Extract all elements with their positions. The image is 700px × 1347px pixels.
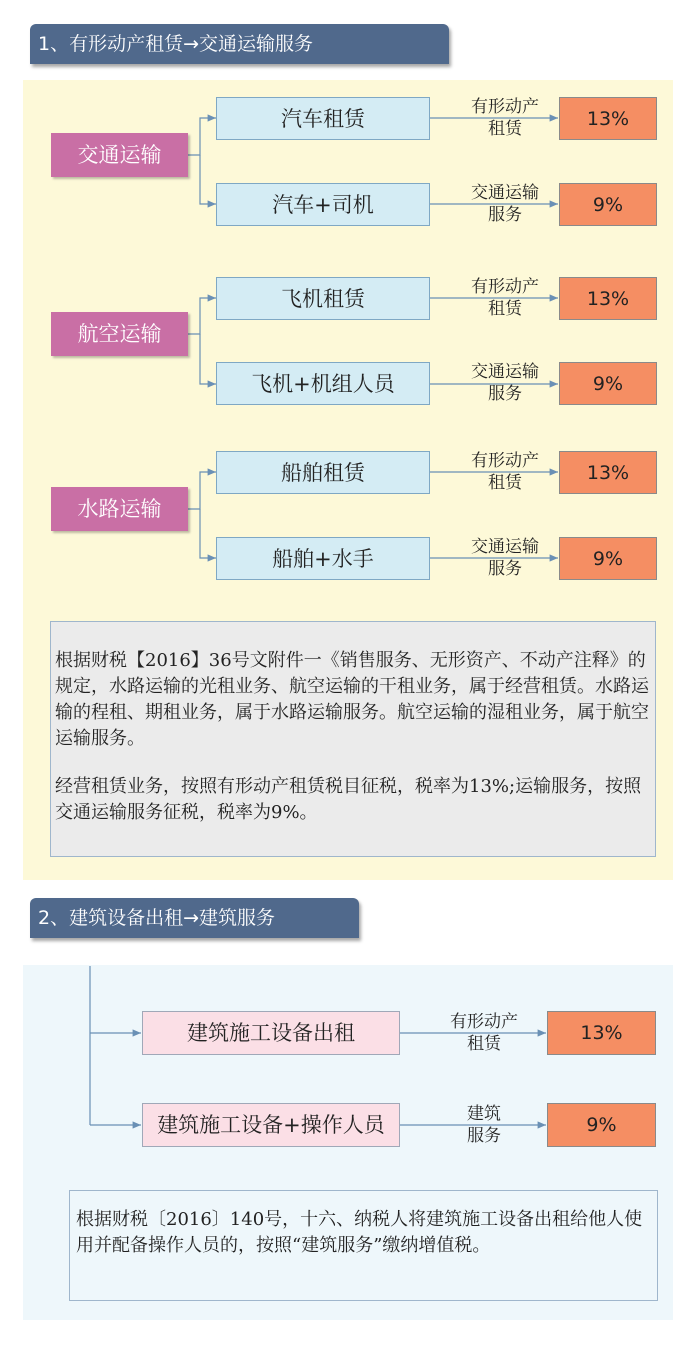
tax-label: 有形动产 租赁 [471,97,539,139]
service-aircraft-with-crew: 飞机+机组人员 [216,362,430,405]
category-air-transport: 航空运输 [51,312,188,356]
rate-box: 13% [559,277,657,320]
category-water-transport: 水路运输 [51,487,188,531]
category-road-transport: 交通运输 [51,133,188,177]
rate-box: 9% [547,1103,656,1147]
rate-box: 9% [559,537,657,580]
tax-label: 有形动产 租赁 [450,1012,518,1054]
note-paragraph: 根据财税【2016】36号文附件一《销售服务、无形资产、不动产注释》的规定，水路运输的光租业务、航空运输的干租业务，属于经营租赁。水路运输的程租、期租业务，属于水路运输服务。航空运输的湿租业务，属于航空运输服务。 [55,650,649,749]
service-car-rental: 汽车租赁 [216,97,430,140]
tax-label: 交通运输 服务 [471,537,539,579]
section1-header: 1、有形动产租赁→交通运输服务 [30,24,449,64]
rate-box: 13% [559,451,657,494]
rate-box: 9% [559,183,657,226]
service-ship-with-crew: 船舶+水手 [216,537,430,580]
section2-header: 2、建筑设备出租→建筑服务 [30,898,359,938]
tax-label: 交通运输 服务 [471,362,539,404]
tax-label: 有形动产 租赁 [471,451,539,493]
service-car-with-driver: 汽车+司机 [216,183,430,226]
service-ship-rental: 船舶租赁 [216,451,430,494]
tax-label: 有形动产 租赁 [471,277,539,319]
note-paragraph: 经营租赁业务，按照有形动产租赁税目征税，税率为13%;运输服务，按照交通运输服务征税，税率为9%。 [55,776,642,823]
service-construction-equipment-with-operators: 建筑施工设备+操作人员 [142,1103,400,1147]
rate-box: 9% [559,362,657,405]
service-aircraft-rental: 飞机租赁 [216,277,430,320]
tax-label: 交通运输 服务 [471,183,539,225]
rate-box: 13% [559,97,657,140]
tax-label: 建筑 服务 [467,1104,501,1146]
service-construction-equipment-rental: 建筑施工设备出租 [142,1011,400,1055]
note-paragraph: 根据财税〔2016〕140号，十六、纳税人将建筑施工设备出租给他人使用并配备操作人员的，按照“建筑服务”缴纳增值税。 [76,1209,643,1256]
section2-note [69,1190,658,1301]
rate-box: 13% [547,1011,656,1055]
